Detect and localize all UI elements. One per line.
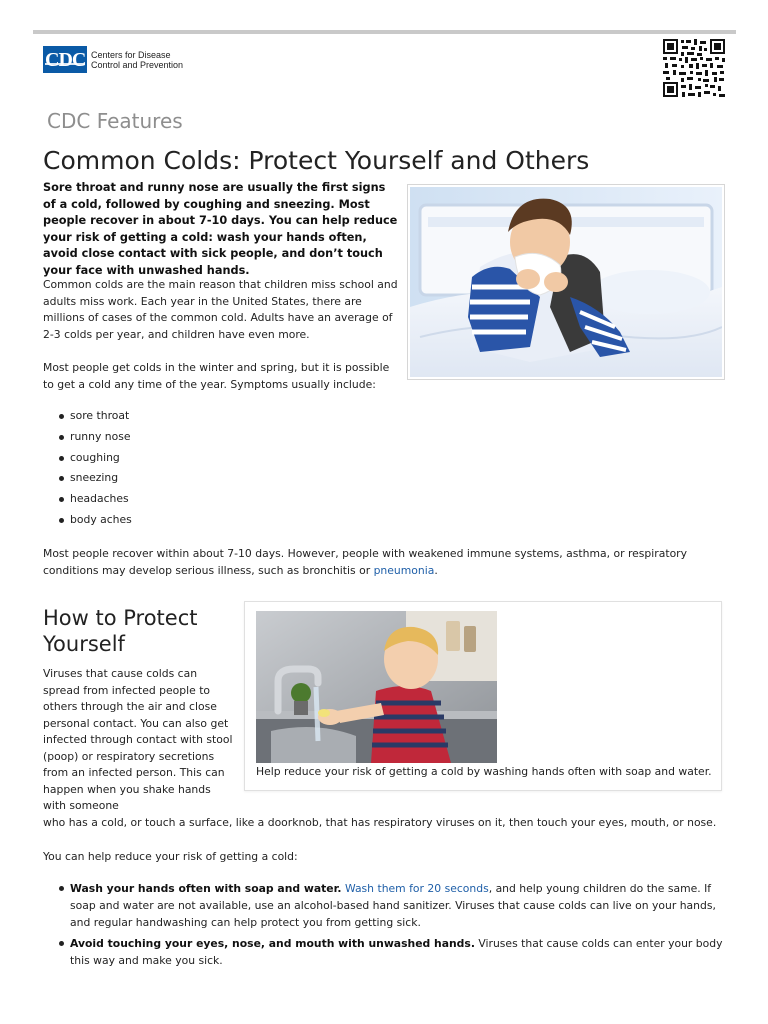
list-item	[59, 935, 727, 969]
section-label: CDC Features	[47, 109, 183, 133]
prevention-tips-list	[59, 880, 727, 973]
page-title: Common Colds: Protect Yourself and Others	[43, 146, 590, 175]
viruses-paragraph-continued: who has a cold, or touch a surface, like a doorknob, that has respiratory viruses on it, then touch your eyes, mouth, or nose.	[43, 816, 717, 829]
list-item: sneezing	[59, 468, 132, 489]
sick-child-image	[410, 187, 722, 377]
list-item: headaches	[59, 489, 132, 510]
pneumonia-link[interactable]: pneumonia	[373, 563, 435, 577]
qr-code-icon	[662, 38, 726, 98]
viruses-paragraph: Viruses that cause colds can spread from infected people to others through the air and close personal contact. You can also get infected through contact with stool (poop) or respiratory secretions from an infected person. This can happen when you shake hands with someone	[43, 667, 233, 812]
recovery-text: Most people recover within about 7-10 days. However, people with weakened immune systems, asthma, or respiratory conditions may develop serious illness, such as bronchitis or	[43, 547, 688, 577]
tip-1-bold: Wash your hands often with soap and water.	[70, 882, 342, 895]
symptom-list	[59, 406, 132, 531]
handwashing-image	[256, 611, 497, 763]
sick-child-photo	[407, 184, 725, 380]
reduce-risk-intro: You can help reduce your risk of getting a cold:	[43, 850, 298, 863]
recovery-end: .	[434, 563, 438, 577]
list-item: body aches	[59, 510, 132, 531]
figure-caption: Help reduce your risk of getting a cold by washing hands often with soap and water.	[256, 765, 712, 778]
logo-line-1: Centers for Disease	[91, 49, 171, 60]
list-item	[59, 880, 727, 931]
recovery-paragraph	[43, 546, 733, 579]
intro-paragraph-1: Common colds are the main reason that children miss school and adults miss work. Each year in the United States, there are millions of cases of the common cold. Adults have an average of 2-3 colds per year, and children have even more.	[43, 278, 398, 341]
tip-2-text: Viruses that cause colds can enter your body this way and make you sick.	[70, 937, 723, 967]
cdc-logo[interactable]	[43, 46, 183, 73]
section-heading: How to Protect Yourself	[43, 606, 198, 656]
intro-paragraph-2: Most people get colds in the winter and spring, but it is possible to get a cold any time of the year. Symptoms usually include:	[43, 361, 390, 391]
list-item: runny nose	[59, 427, 132, 448]
logo-line-2: Control and Prevention	[91, 59, 184, 70]
wash-20-seconds-link[interactable]: Wash them for 20 seconds	[344, 882, 489, 895]
cdc-logo-letters: CDC	[45, 49, 86, 71]
top-divider	[33, 30, 736, 34]
tip-1-text: , and help young children do the same. If soap and water are not available, use an alcohol-based hand sanitizer. Viruses that cause colds can live on your hands, and regular handwashing can help protect you from getting sick.	[70, 882, 716, 929]
cdc-logo-text	[91, 50, 183, 70]
list-item: sore throat	[59, 406, 132, 427]
tip-2-bold: Avoid touching your eyes, nose, and mouth with unwashed hands.	[70, 937, 475, 950]
cdc-logo-mark	[43, 46, 87, 73]
handwashing-figure	[244, 601, 722, 791]
list-item: coughing	[59, 448, 132, 469]
lead-paragraph: Sore throat and runny nose are usually the first signs of a cold, followed by coughing and sneezing. Most people recover in about 7-10 days. You can help reduce your risk of getting a cold: wash your hands often, avoid close contact with sick people, and don’t touch your face with unwashed hands.	[43, 181, 398, 277]
